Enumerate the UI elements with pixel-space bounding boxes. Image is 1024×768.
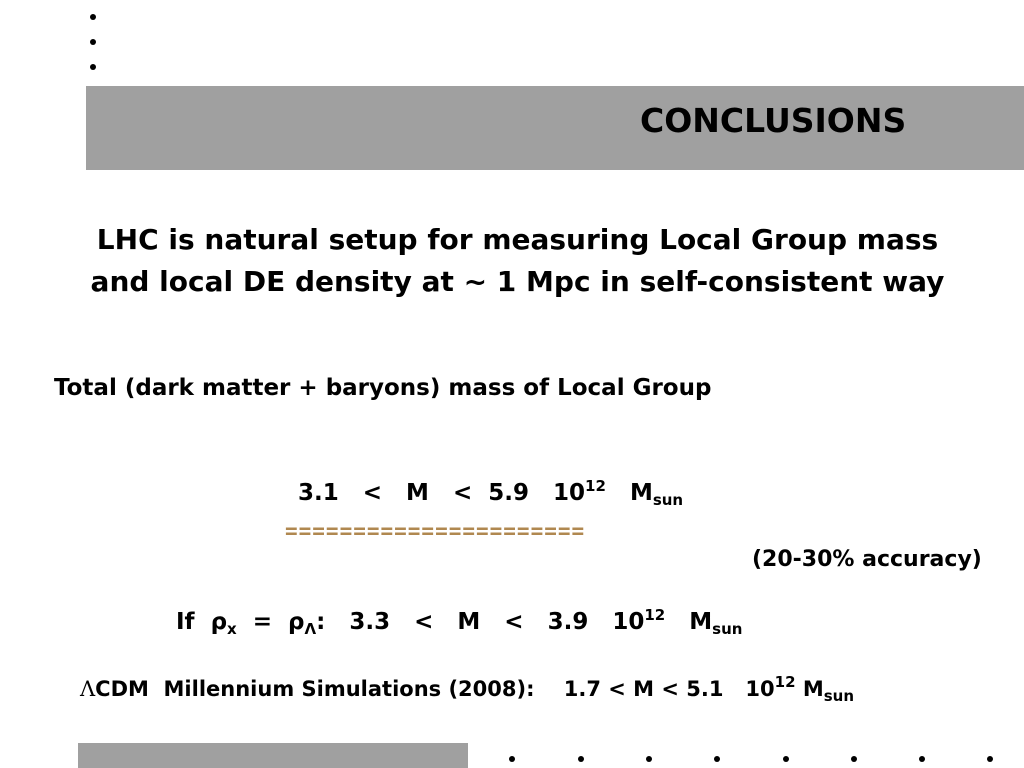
decorative-dot	[90, 39, 96, 45]
simulation-text: CDM Millennium Simulations (2008): 1.7 < M < 5.1 10	[95, 677, 775, 701]
mass-unit-subscript: sun	[652, 491, 684, 509]
decorative-dot	[919, 756, 925, 762]
simulation-unit-subscript: sun	[823, 687, 855, 705]
condition-equation	[176, 606, 743, 638]
headline	[40, 219, 995, 303]
condition-rest: : 3.3 < M < 3.9 10	[316, 609, 645, 635]
rho-lambda-subscript: Λ	[304, 620, 317, 638]
separator-line: ======================	[285, 519, 586, 543]
mass-unit: M	[629, 480, 653, 506]
rho-x-subscript: x	[227, 620, 237, 638]
mass-range-equation	[298, 477, 684, 509]
condition-unit-subscript: sun	[712, 620, 743, 638]
decorative-dot	[783, 756, 789, 762]
mass-subheading: Total (dark matter + baryons) mass of Local Group	[54, 375, 712, 401]
simulation-unit: M	[795, 677, 824, 701]
decorative-dot	[90, 14, 96, 20]
slide-title: CONCLUSIONS	[640, 101, 907, 140]
decorative-dot	[509, 756, 515, 762]
headline-line-2: and local DE density at ~ 1 Mpc in self-consistent way	[90, 265, 945, 298]
simulation-exponent: 12	[774, 673, 796, 691]
decorative-dot	[987, 756, 993, 762]
simulation-line	[80, 673, 855, 705]
accuracy-note: (20-30% accuracy)	[752, 547, 982, 572]
decorative-dot	[90, 64, 96, 70]
lambda-symbol: Λ	[80, 677, 96, 701]
decorative-dot	[578, 756, 584, 762]
condition-unit: M	[689, 609, 713, 635]
mass-range-text: 3.1 < M < 5.9 10	[298, 480, 586, 506]
condition-equals: = ρ	[236, 609, 305, 635]
decorative-dot	[714, 756, 720, 762]
headline-line-1: LHC is natural setup for measuring Local Group mass	[96, 223, 939, 256]
decorative-dot	[646, 756, 652, 762]
condition-prefix: If ρ	[176, 609, 228, 635]
footer-bar	[78, 743, 468, 768]
decorative-dot	[851, 756, 857, 762]
condition-exponent: 12	[644, 606, 666, 624]
mass-range-exponent: 12	[585, 477, 606, 495]
